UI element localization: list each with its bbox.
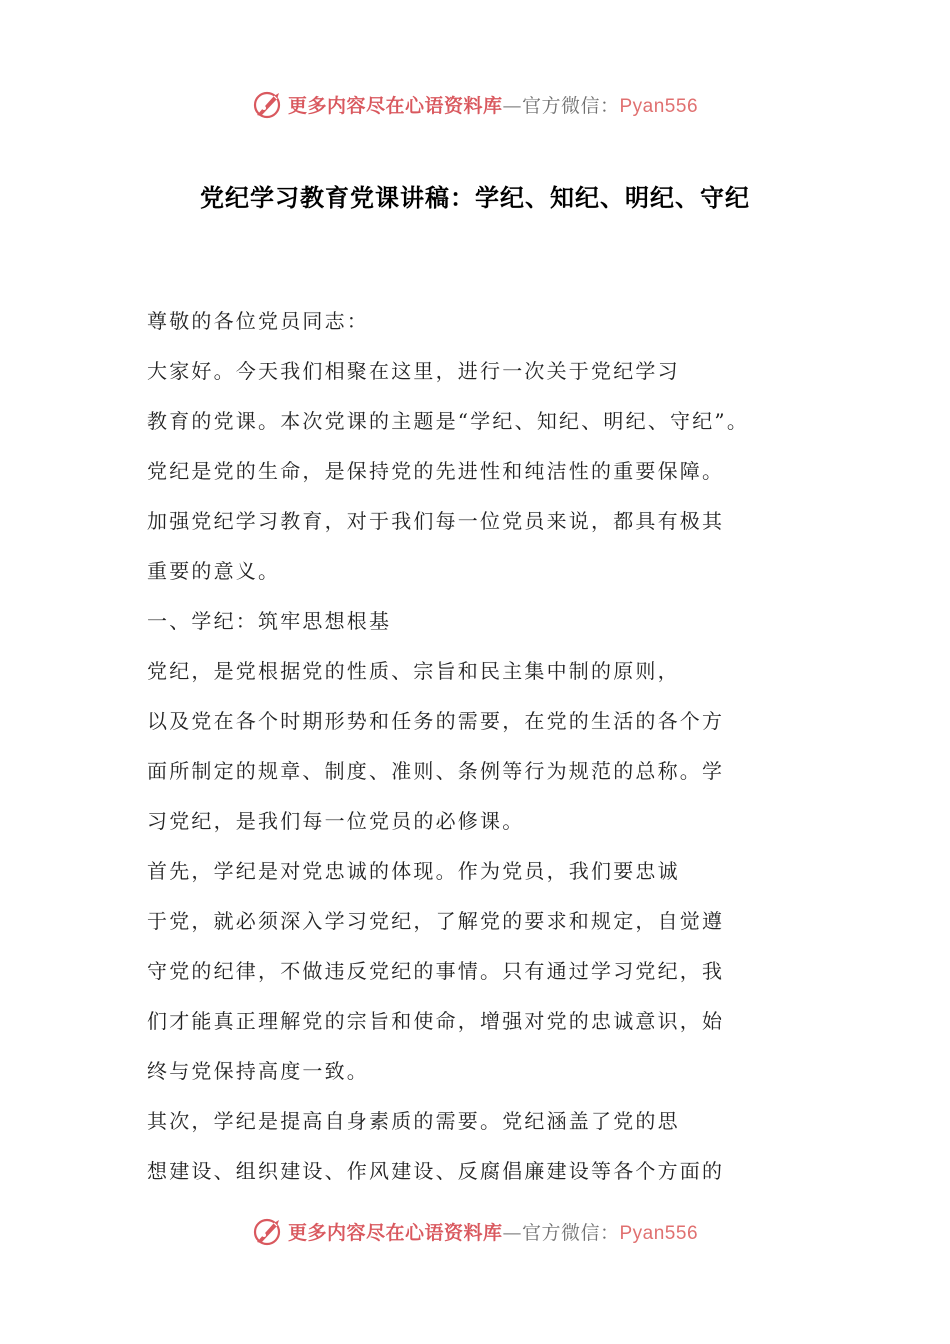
- paragraph-line: 们才能真正理解党的宗旨和使命，增强对党的忠诚意识，始: [147, 1009, 725, 1033]
- paragraph-line: 习党纪，是我们每一位党员的必修课。: [147, 809, 525, 833]
- banner-text: [288, 1218, 698, 1245]
- banner-main-text: 更多内容尽在心语资料库: [287, 94, 503, 117]
- banner-text: [288, 91, 698, 118]
- paragraph-line: 党纪是党的生命，是保持党的先进性和纯洁性的重要保障。: [147, 459, 725, 483]
- paragraph-line: 加强党纪学习教育，对于我们每一位党员来说，都具有极其: [147, 509, 725, 533]
- banner-wechat-id: Pyan556: [619, 95, 699, 117]
- paragraph-line: 终与党保持高度一致。: [147, 1059, 369, 1083]
- paragraph-line: 重要的意义。: [147, 559, 281, 583]
- banner-wechat-id: Pyan556: [619, 1222, 699, 1244]
- paragraph-line: 以及党在各个时期形势和任务的需要，在党的生活的各个方: [147, 709, 725, 733]
- banner-official-label: 官方微信：: [521, 94, 620, 117]
- body-text: [147, 296, 807, 1196]
- paragraph-line: 其次，学纪是提高自身素质的需要。党纪涵盖了党的思: [147, 1109, 680, 1133]
- paragraph-line: 党纪，是党根据党的性质、宗旨和民主集中制的原则，: [147, 659, 680, 683]
- pen-logo-icon: [252, 1215, 284, 1247]
- banner-main-text: 更多内容尽在心语资料库: [287, 1221, 503, 1244]
- paragraph-line: 教育的党课。本次党课的主题是“学纪、知纪、明纪、守纪”。: [147, 409, 750, 433]
- paragraph-line: 守党的纪律，不做违反党纪的事情。只有通过学习党纪，我: [147, 959, 725, 983]
- paragraph-line: 想建设、组织建设、作风建设、反腐倡廉建设等各个方面的: [147, 1159, 725, 1183]
- paragraph-line: 大家好。今天我们相聚在这里，进行一次关于党纪学习: [147, 359, 680, 383]
- paragraph-line: 于党，就必须深入学习党纪，了解党的要求和规定，自觉遵: [147, 909, 725, 933]
- paragraph-line: 面所制定的规章、制度、准则、条例等行为规范的总称。学: [147, 759, 725, 783]
- paragraph-line: 尊敬的各位党员同志：: [147, 309, 369, 333]
- page-title: 党纪学习教育党课讲稿：学纪、知纪、明纪、守纪: [200, 183, 750, 212]
- banner-dash: —: [502, 1221, 522, 1244]
- header-banner: [0, 84, 950, 124]
- paragraph-line: 首先，学纪是对党忠诚的体现。作为党员，我们要忠诚: [147, 859, 680, 883]
- section-heading: 一、学纪：筑牢思想根基: [147, 609, 392, 633]
- footer-banner: [0, 1211, 950, 1251]
- banner-dash: —: [502, 94, 522, 117]
- pen-logo-icon: [252, 88, 284, 120]
- banner-official-label: 官方微信：: [521, 1221, 620, 1244]
